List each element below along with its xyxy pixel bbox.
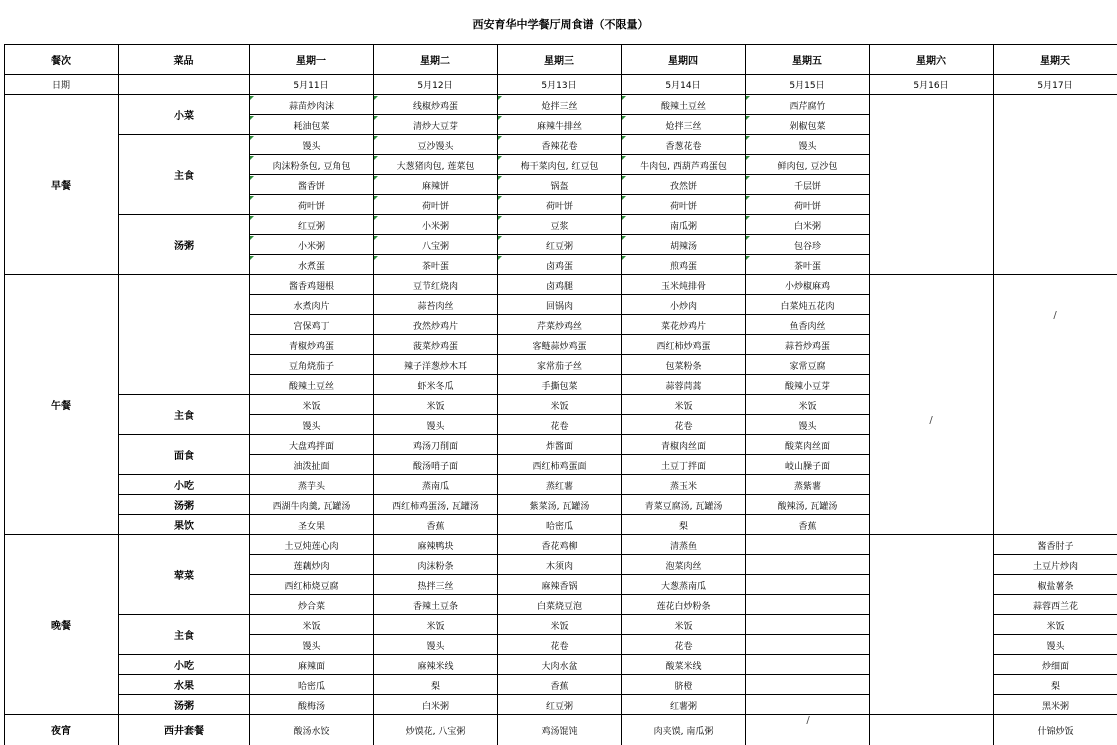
menu-item[interactable]: 热拌三丝 [374, 576, 497, 595]
menu-item[interactable]: 米饭 [374, 396, 497, 415]
menu-item[interactable]: 米饭 [250, 616, 373, 635]
comment-marker [746, 256, 750, 260]
menu-item[interactable]: 鸡汤刀削面 [374, 436, 497, 455]
menu-item[interactable]: 哈密瓜 [250, 676, 373, 695]
menu-item[interactable]: 香辣花卷 [498, 136, 621, 155]
menu-item[interactable]: 小米粥 [374, 216, 497, 235]
menu-item[interactable]: 鲜肉包, 豆沙包 [746, 156, 869, 175]
menu-item[interactable]: 蒜蓉茼蒿 [622, 376, 745, 395]
menu-item[interactable]: 南瓜粥 [622, 216, 745, 235]
menu-item[interactable]: 炝拌三丝 [498, 96, 621, 115]
comment-marker [746, 156, 750, 160]
comment-marker [498, 96, 502, 100]
menu-item[interactable]: 麻辣香锅 [498, 576, 621, 595]
menu-item[interactable]: 胡辣汤 [622, 236, 745, 255]
menu-item[interactable]: 酸菜肉丝面 [746, 436, 869, 455]
menu-item[interactable]: 米饭 [250, 396, 373, 415]
header-day-tue: 星期二 [373, 44, 497, 74]
menu-item-sunday[interactable]: 黑米粥 [994, 696, 1117, 715]
menu-item[interactable]: 炒馍花, 八宝粥 [374, 716, 497, 744]
menu-item[interactable]: 酸汤哨子面 [374, 456, 497, 475]
menu-item[interactable]: 蒜苗炒肉沫 [250, 96, 373, 115]
category-dinner-snack: 小吃 [119, 655, 249, 674]
menu-item[interactable]: 白米粥 [374, 696, 497, 715]
menu-item[interactable]: 红薯粥 [622, 696, 745, 715]
meal-breakfast: 早餐 [4, 95, 118, 274]
menu-item[interactable]: 蒸南瓜 [374, 476, 497, 495]
menu-item[interactable]: 手撕包菜 [498, 376, 621, 395]
header-dish: 菜品 [118, 44, 249, 74]
comment-marker [622, 236, 626, 240]
menu-item[interactable]: 荷叶饼 [374, 196, 497, 215]
menu-item-sunday[interactable]: 米饭 [994, 616, 1117, 635]
menu-item[interactable]: 香蕉 [498, 676, 621, 695]
menu-item[interactable]: 泡菜肉丝 [622, 556, 745, 575]
menu-item[interactable]: 油泼扯面 [250, 456, 373, 475]
menu-item[interactable]: 线椒炒鸡蛋 [374, 96, 497, 115]
menu-item[interactable]: 肉沫粉条包, 豆角包 [250, 156, 373, 175]
menu-item[interactable]: 孜然饼 [622, 176, 745, 195]
menu-item[interactable]: 炸酱面 [498, 436, 621, 455]
date-label: 日期 [4, 74, 118, 94]
menu-item[interactable]: 小米粥 [250, 236, 373, 255]
menu-item[interactable]: 菠菜炒鸡蛋 [374, 336, 497, 355]
menu-item[interactable]: 西红柿炒鸡蛋 [622, 336, 745, 355]
menu-item[interactable]: 米饭 [622, 396, 745, 415]
menu-item[interactable]: 麻辣鸭块 [374, 536, 497, 555]
menu-item-sunday[interactable]: 什锦炒饭 [994, 716, 1117, 744]
comment-marker [622, 116, 626, 120]
comment-marker [622, 176, 626, 180]
comment-marker [374, 116, 378, 120]
menu-item[interactable]: 肉沫粉条 [374, 556, 497, 575]
header-meal: 餐次 [4, 44, 118, 74]
header-day-thu: 星期四 [621, 44, 745, 74]
menu-item[interactable]: 千层饼 [746, 176, 869, 195]
menu-item[interactable]: 八宝粥 [374, 236, 497, 255]
comment-marker [498, 136, 502, 140]
menu-item[interactable]: 米饭 [622, 616, 745, 635]
menu-item-sunday[interactable]: 土豆片炒肉 [994, 556, 1117, 575]
menu-item-sunday[interactable]: 酱香肘子 [994, 536, 1117, 555]
menu-item[interactable]: 肉夹馍, 南瓜粥 [622, 716, 745, 744]
menu-item[interactable]: 酱香鸡翅根 [250, 276, 373, 295]
menu-item[interactable]: 西芹腐竹 [746, 96, 869, 115]
menu-item[interactable]: 回锅肉 [498, 296, 621, 315]
comment-marker [498, 196, 502, 200]
menu-item[interactable]: 圣女果 [250, 516, 373, 535]
slash-mark: / [1040, 305, 1070, 325]
menu-item[interactable]: 西红柿鸡蛋汤, 瓦罐汤 [374, 496, 497, 515]
comment-marker [746, 116, 750, 120]
menu-item[interactable]: 煎鸡蛋 [622, 256, 745, 275]
menu-item[interactable]: 清蒸鱼 [622, 536, 745, 555]
menu-item[interactable]: 豆节红烧肉 [374, 276, 497, 295]
menu-item[interactable]: 花卷 [622, 416, 745, 435]
menu-item[interactable]: 锅盔 [498, 176, 621, 195]
menu-item[interactable]: 米饭 [498, 396, 621, 415]
menu-item[interactable]: 西湖牛肉羹, 瓦罐汤 [250, 496, 373, 515]
comment-marker [498, 176, 502, 180]
menu-item[interactable]: 米饭 [746, 396, 869, 415]
menu-item[interactable]: 红豆粥 [250, 216, 373, 235]
category-dinner-staple: 主食 [119, 615, 249, 654]
category-fruit: 水果 [119, 675, 249, 694]
menu-item[interactable]: 小炒肉 [622, 296, 745, 315]
menu-item[interactable]: 酸辣土豆丝 [622, 96, 745, 115]
header-day-wed: 星期三 [497, 44, 621, 74]
menu-item[interactable]: 馒头 [746, 136, 869, 155]
date-mon: 5月11日 [249, 74, 373, 94]
category-pickles: 小菜 [119, 95, 249, 134]
menu-item[interactable]: 卤鸡蛋 [498, 256, 621, 275]
menu-item[interactable]: 菜花炒鸡片 [622, 316, 745, 335]
comment-marker [374, 256, 378, 260]
category-lunch-snack: 小吃 [119, 475, 249, 494]
menu-item[interactable]: 香辣土豆条 [374, 596, 497, 615]
comment-marker [746, 136, 750, 140]
comment-marker [746, 96, 750, 100]
menu-item[interactable]: 青椒肉丝面 [622, 436, 745, 455]
menu-title: 西安育华中学餐厅周食谱（不限量） [4, 4, 1117, 44]
menu-item[interactable]: 馒头 [250, 416, 373, 435]
menu-item[interactable]: 孜然炒鸡片 [374, 316, 497, 335]
comment-marker [498, 236, 502, 240]
menu-item[interactable]: 馒头 [746, 416, 869, 435]
menu-item[interactable]: 哈密瓜 [498, 516, 621, 535]
header-day-mon: 星期一 [249, 44, 373, 74]
menu-item[interactable]: 馒头 [250, 136, 373, 155]
menu-item[interactable]: 香葱花卷 [622, 136, 745, 155]
date-sun: 5月17日 [993, 74, 1117, 94]
menu-item[interactable]: 梨 [374, 676, 497, 695]
menu-item[interactable]: 紫菜汤, 瓦罐汤 [498, 496, 621, 515]
menu-item[interactable]: 清炒大豆芽 [374, 116, 497, 135]
header-day-fri: 星期五 [745, 44, 869, 74]
slash-mark: / [793, 710, 823, 730]
menu-item[interactable]: 香花鸡柳 [498, 536, 621, 555]
comment-marker [250, 236, 254, 240]
menu-item[interactable]: 土豆炖莲心肉 [250, 536, 373, 555]
menu-item-sunday[interactable]: 蒜蓉西兰花 [994, 596, 1117, 615]
comment-marker [250, 156, 254, 160]
menu-item[interactable]: 米饭 [374, 616, 497, 635]
menu-item[interactable]: 香蕉 [746, 516, 869, 535]
comment-marker [250, 136, 254, 140]
comment-marker [746, 176, 750, 180]
menu-item[interactable]: 梅干菜肉包, 红豆包 [498, 156, 621, 175]
comment-marker [622, 256, 626, 260]
menu-item[interactable]: 青椒炒鸡蛋 [250, 336, 373, 355]
menu-item[interactable]: 红豆粥 [498, 236, 621, 255]
comment-marker [622, 216, 626, 220]
header-day-sat: 星期六 [869, 44, 993, 74]
comment-marker [374, 216, 378, 220]
menu-item[interactable]: 白米粥 [746, 216, 869, 235]
menu-item[interactable]: 米饭 [498, 616, 621, 635]
menu-item[interactable]: 芹菜炒鸡丝 [498, 316, 621, 335]
menu-item-sunday[interactable]: 炒细面 [994, 656, 1117, 675]
category-night-meal: 西井套餐 [119, 715, 249, 744]
comment-marker [498, 156, 502, 160]
menu-item[interactable]: 梨 [622, 516, 745, 535]
date-sat: 5月16日 [869, 74, 993, 94]
menu-item[interactable]: 鱼香肉丝 [746, 316, 869, 335]
menu-item[interactable]: 蒸红薯 [498, 476, 621, 495]
menu-item[interactable]: 麻辣米线 [374, 656, 497, 675]
menu-item[interactable]: 茶叶蛋 [374, 256, 497, 275]
menu-item[interactable]: 大葱蒸南瓜 [622, 576, 745, 595]
comment-marker [374, 196, 378, 200]
comment-marker [746, 216, 750, 220]
menu-item[interactable]: 酸汤水饺 [250, 716, 373, 744]
menu-item[interactable]: 蒜苔炒鸡蛋 [746, 336, 869, 355]
menu-item[interactable]: 红豆粥 [498, 696, 621, 715]
menu-item[interactable]: 牛肉包, 西葫芦鸡蛋包 [622, 156, 745, 175]
comment-marker [622, 136, 626, 140]
menu-item[interactable]: 酸辣小豆芽 [746, 376, 869, 395]
comment-marker [374, 236, 378, 240]
menu-item[interactable]: 家常豆腐 [746, 356, 869, 375]
menu-item[interactable]: 豆角烧茄子 [250, 356, 373, 375]
menu-item[interactable]: 炒合菜 [250, 596, 373, 615]
menu-item-sunday[interactable]: 梨 [994, 676, 1117, 695]
menu-item[interactable]: 酸菜米线 [622, 656, 745, 675]
menu-item[interactable]: 荷叶饼 [250, 196, 373, 215]
meal-night: 夜宵 [4, 715, 118, 744]
category-noodles: 面食 [119, 435, 249, 474]
menu-item[interactable]: 岐山臊子面 [746, 456, 869, 475]
menu-item[interactable]: 麻辣饼 [374, 176, 497, 195]
menu-item[interactable]: 辣子洋葱炒木耳 [374, 356, 497, 375]
menu-item[interactable]: 馒头 [374, 416, 497, 435]
comment-marker [498, 216, 502, 220]
category-lunch-soup: 汤粥 [119, 495, 249, 514]
menu-item[interactable]: 豆沙馒头 [374, 136, 497, 155]
category-dinner-soup: 汤粥 [119, 695, 249, 714]
menu-item[interactable]: 香蕉 [374, 516, 497, 535]
menu-item[interactable]: 土豆丁拌面 [622, 456, 745, 475]
comment-marker [374, 136, 378, 140]
comment-marker [622, 96, 626, 100]
category-fruit-drink: 果饮 [119, 515, 249, 534]
comment-marker [498, 116, 502, 120]
menu-item[interactable]: 木须肉 [498, 556, 621, 575]
menu-item[interactable]: 青菜豆腐汤, 瓦罐汤 [622, 496, 745, 515]
menu-item[interactable]: 茶叶蛋 [746, 256, 869, 275]
comment-marker [250, 176, 254, 180]
menu-item[interactable]: 酸梅汤 [250, 696, 373, 715]
comment-marker [622, 196, 626, 200]
menu-item[interactable]: 蒸芋头 [250, 476, 373, 495]
menu-item[interactable]: 西红柿烧豆腐 [250, 576, 373, 595]
menu-item[interactable]: 蒜苔肉丝 [374, 296, 497, 315]
menu-item[interactable]: 水煮肉片 [250, 296, 373, 315]
menu-item[interactable]: 花卷 [498, 636, 621, 655]
menu-item[interactable]: 馒头 [250, 636, 373, 655]
comment-marker [374, 156, 378, 160]
menu-item[interactable]: 家常茄子丝 [498, 356, 621, 375]
slash-mark: / [916, 410, 946, 430]
menu-item[interactable]: 白菜烧豆泡 [498, 596, 621, 615]
menu-item[interactable]: 白菜炖五花肉 [746, 296, 869, 315]
menu-item[interactable]: 豆浆 [498, 216, 621, 235]
category-lunch-staple: 主食 [119, 395, 249, 434]
menu-item[interactable]: 包菜粉条 [622, 356, 745, 375]
menu-item[interactable]: 大肉水盆 [498, 656, 621, 675]
menu-item[interactable]: 荷叶饼 [746, 196, 869, 215]
date-thu: 5月14日 [621, 74, 745, 94]
menu-item[interactable]: 莲藕炒肉 [250, 556, 373, 575]
menu-item[interactable]: 水煮蛋 [250, 256, 373, 275]
menu-item[interactable]: 蒸紫薯 [746, 476, 869, 495]
menu-item[interactable]: 脐橙 [622, 676, 745, 695]
menu-item[interactable]: 花卷 [498, 416, 621, 435]
comment-marker [746, 236, 750, 240]
menu-item[interactable]: 鸡汤馄饨 [498, 716, 621, 744]
menu-item[interactable]: 酸辣汤, 瓦罐汤 [746, 496, 869, 515]
menu-item[interactable]: 蒸玉米 [622, 476, 745, 495]
menu-item[interactable]: 酱香饼 [250, 176, 373, 195]
menu-item-sunday[interactable]: 馒头 [994, 636, 1117, 655]
menu-item[interactable]: 客鲢蒜炒鸡蛋 [498, 336, 621, 355]
menu-item[interactable]: 酸辣土豆丝 [250, 376, 373, 395]
menu-item[interactable]: 麻辣牛排丝 [498, 116, 621, 135]
meal-lunch: 午餐 [4, 275, 118, 534]
menu-item[interactable]: 虾米冬瓜 [374, 376, 497, 395]
comment-marker [250, 116, 254, 120]
comment-marker [250, 96, 254, 100]
menu-item[interactable]: 荷叶饼 [498, 196, 621, 215]
date-fri: 5月15日 [745, 74, 869, 94]
menu-item[interactable]: 荷叶饼 [622, 196, 745, 215]
comment-marker [250, 216, 254, 220]
comment-marker [746, 196, 750, 200]
menu-item[interactable]: 宫保鸡丁 [250, 316, 373, 335]
menu-item[interactable]: 耗油包菜 [250, 116, 373, 135]
menu-item[interactable]: 炝拌三丝 [622, 116, 745, 135]
comment-marker [622, 156, 626, 160]
menu-item[interactable]: 西红柿鸡蛋面 [498, 456, 621, 475]
comment-marker [374, 96, 378, 100]
category-breakfast-staple: 主食 [119, 135, 249, 214]
menu-item[interactable]: 馒头 [374, 636, 497, 655]
menu-item-sunday[interactable]: 椒盐薯条 [994, 576, 1117, 595]
menu-item[interactable]: 大葱猪肉包, 莲菜包 [374, 156, 497, 175]
menu-item[interactable]: 花卷 [622, 636, 745, 655]
category-breakfast-soup: 汤粥 [119, 215, 249, 274]
menu-item[interactable]: 卤鸡腿 [498, 276, 621, 295]
date-tue: 5月12日 [373, 74, 497, 94]
category-hot-dish: 荤菜 [119, 535, 249, 614]
comment-marker [250, 256, 254, 260]
comment-marker [374, 176, 378, 180]
menu-item[interactable]: 莲花白炒粉条 [622, 596, 745, 615]
header-day-sun: 星期天 [993, 44, 1117, 74]
menu-item[interactable]: 大盘鸡拌面 [250, 436, 373, 455]
comment-marker [250, 196, 254, 200]
meal-dinner: 晚餐 [4, 535, 118, 714]
menu-item[interactable]: 包谷珍 [746, 236, 869, 255]
date-wed: 5月13日 [497, 74, 621, 94]
menu-item[interactable]: 玉米炖排骨 [622, 276, 745, 295]
menu-item[interactable]: 剁椒包菜 [746, 116, 869, 135]
menu-item[interactable]: 麻辣面 [250, 656, 373, 675]
menu-item[interactable]: 小炒椒麻鸡 [746, 276, 869, 295]
comment-marker [498, 256, 502, 260]
